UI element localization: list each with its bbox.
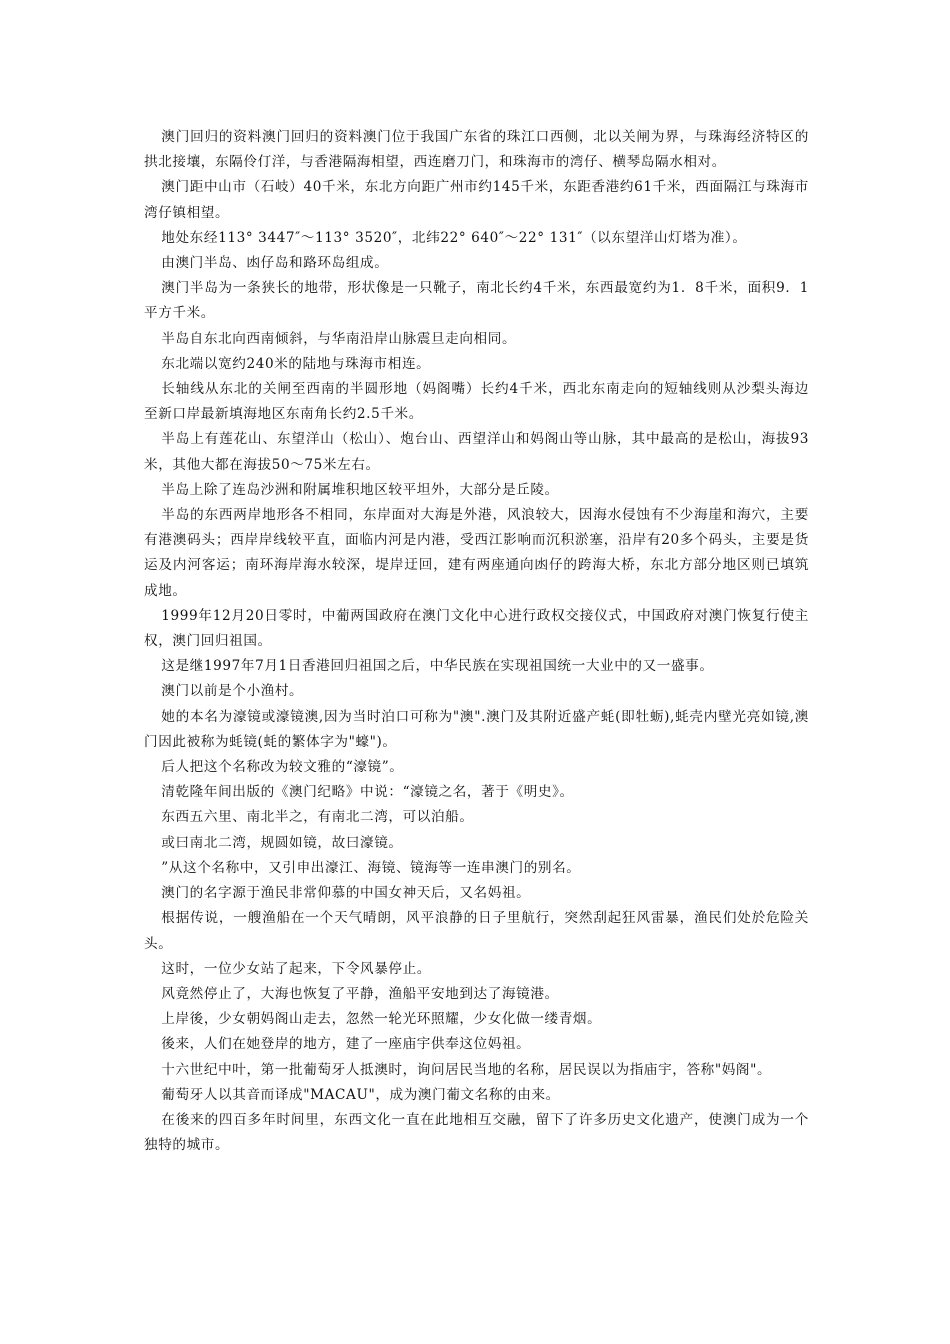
paragraph-6: 半岛自东北向西南倾斜，与华南沿岸山脉震旦走向相同。 <box>161 330 517 347</box>
paragraph-16: 后人把这个名称改为较文雅的“濠镜”。 <box>161 759 404 776</box>
paragraph-12: 1999年12月20日零时，中葡两国政府在澳门文化中心进行政权交接仪式，中国政府对澳门恢复行使主权，澳门回归祖国。 <box>144 607 809 650</box>
paragraph-23: 这时，一位少女站了起来，下令风暴停止。 <box>161 960 431 977</box>
paragraph-11: 半岛的东西两岸地形各不相同，东岸面对大海是外港，风浪较大，因海水侵蚀有不少海崖和海穴，主要有港澳码头；西岸岸线较平直，面临内河是内港，受西江影响而沉积淤塞，沿岸有20多个码头，主要是货运及内河客运；南环海岸海水较深，堤岸迂回，建有两座通向凼仔的跨海大桥，东北方部分地区则已填筑成地。 <box>144 507 809 599</box>
paragraph-29: 在後来的四百多年时间里，东西文化一直在此地相互交融，留下了许多历史文化遗产，使澳门成为一个独特的城市。 <box>144 1111 809 1154</box>
paragraph-5: 澳门半岛为一条狭长的地带，形状像是一只靴子，南北长约4千米，东西最宽约为1．8千米，面积9．1平方千米。 <box>144 280 809 322</box>
paragraph-8: 长轴线从东北的关闸至西南的半圆形地（妈阁嘴）长约4千米，西北东南走向的短轴线则从沙梨头海边至新口岸最新填海地区东南角长约2.5千米。 <box>144 381 809 423</box>
paragraph-17: 清乾隆年间出版的《澳门纪略》中说：“濠镜之名，著于《明史》。 <box>161 784 574 801</box>
paragraph-25: 上岸後，少女朝妈阁山走去，忽然一轮光环照耀，少女化做一缕青烟。 <box>161 1011 602 1028</box>
paragraph-27: 十六世纪中叶，第一批葡萄牙人抵澳时，询问居民当地的名称，居民误以为指庙宇，答称"妈阁"。 <box>161 1061 772 1078</box>
paragraph-7: 东北端以宽约240米的陆地与珠海市相连。 <box>161 355 431 372</box>
paragraph-14: 澳门以前是个小渔村。 <box>161 683 304 700</box>
paragraph-10: 半岛上除了连岛沙洲和附属堆积地区较平坦外，大部分是丘陵。 <box>161 481 559 498</box>
paragraph-19: 或曰南北二湾，规圆如镜，故曰濠镜。 <box>161 834 403 851</box>
paragraph-26: 後来，人们在她登岸的地方，建了一座庙宇供奉这位妈祖。 <box>161 1036 531 1053</box>
paragraph-2: 澳门距中山市（石岐）40千米，东北方向距广州市约145千米，东距香港约61千米，西面隔江与珠海市湾仔镇相望。 <box>144 179 809 221</box>
paragraph-18: 东西五六里、南北半之，有南北二湾，可以泊船。 <box>161 809 474 826</box>
paragraph-21: 澳门的名字源于渔民非常仰慕的中国女神天后，又名妈祖。 <box>161 885 531 902</box>
paragraph-3: 地处东经113° 3447″～113° 3520″，北纬22° 640″～22° 131″（以东望洋山灯塔为准）。 <box>161 229 747 246</box>
paragraph-4: 由澳门半岛、凼仔岛和路环岛组成。 <box>161 255 389 272</box>
paragraph-24: 风竟然停止了，大海也恢复了平静，渔船平安地到达了海镜港。 <box>161 985 559 1002</box>
paragraph-1: 澳门回归的资料澳门回归的资料澳门位于我国广东省的珠江口西侧，北以关闸为界，与珠海经济特区的拱北接壤，东隔伶仃洋，与香港隔海相望，西连磨刀门，和珠海市的湾仔、横琴岛隔水相对。 <box>144 129 809 171</box>
paragraph-15: 她的本名为濠镜或濠镜澳,因为当时泊口可称为"澳".澳门及其附近盛产蚝(即牡蛎),蚝壳内壁光亮如镜,澳门因此被称为蚝镜(蚝的繁体字为"蠔")。 <box>144 708 809 750</box>
paragraph-22: 根据传说，一艘渔船在一个天气晴朗，风平浪静的日子里航行，突然刮起狂风雷暴，渔民们处於危险关头。 <box>144 910 809 952</box>
document-body <box>144 125 809 1158</box>
paragraph-9: 半岛上有莲花山、东望洋山（松山）、炮台山、西望洋山和妈阁山等山脉，其中最高的是松山，海拔93米，其他大都在海拔50～75米左右。 <box>144 431 809 473</box>
paragraph-28: 葡萄牙人以其音而译成"MACAU"，成为澳门葡文名称的由来。 <box>161 1086 560 1103</box>
paragraph-13: 这是继1997年7月1日香港回归祖国之后，中华民族在实现祖国统一大业中的又一盛事。 <box>161 658 714 675</box>
paragraph-20: ”从这个名称中，又引申出濠江、海镜、镜海等一连串澳门的别名。 <box>161 859 581 876</box>
